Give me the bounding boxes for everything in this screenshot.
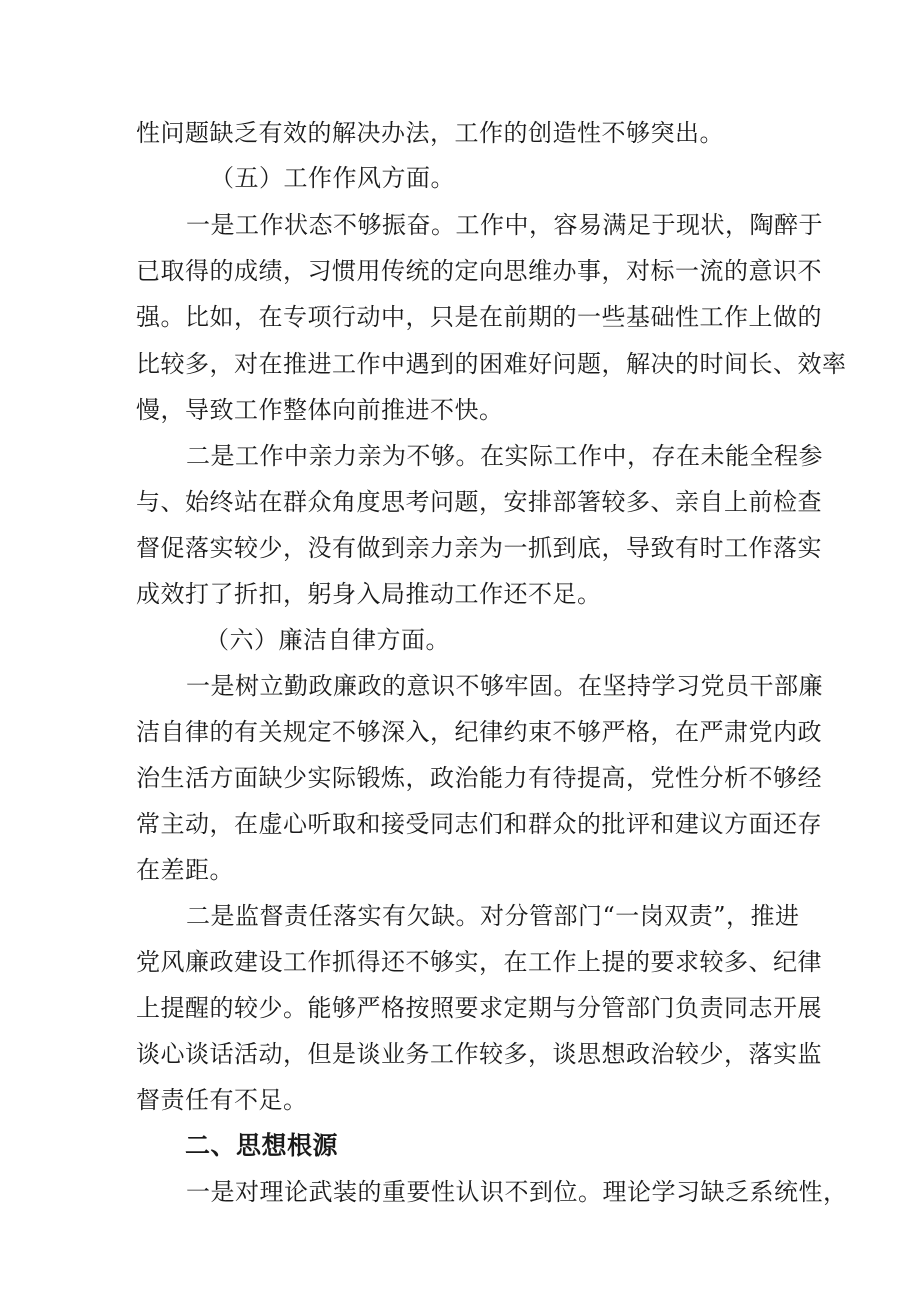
paragraph-line: 一是工作状态不够振奋。工作中，容易满足于现状，陶醉于 — [186, 211, 823, 239]
paragraph-line: 比较多，对在推进工作中遇到的困难好问题，解决的时间长、效率 — [136, 350, 847, 378]
paragraph-line: 一是树立勤政廉政的意识不够牢固。在坚持学习党员干部廉 — [186, 672, 823, 700]
paragraph-line: 在差距。 — [136, 856, 234, 884]
section-heading-five: （五）工作作风方面。 — [210, 164, 455, 192]
paragraph-line: 与、始终站在群众角度思考问题，安排部箸较多、亲自上前检查 — [136, 488, 822, 516]
paragraph-line: 党风廉政建设工作抓得还不够实，在工作上提的要求较多、纪律 — [136, 948, 822, 976]
paragraph-line: 强。比如，在专项行动中，只是在前期的一些基础性工作上做的 — [136, 303, 822, 331]
paragraph-line: 性问题缺乏有效的解决办法，工作的创造性不够突出。 — [136, 119, 724, 147]
paragraph-line: 二是监督责任落实有欠缺。对分管部门“一岗双责”，推进 — [186, 902, 800, 930]
paragraph-line: 洁自律的有关规定不够深入，纪律约束不够严格，在严肃党内政 — [136, 718, 822, 746]
paragraph-line: 上提醒的较少。能够严格按照要求定期与分管部门负责同志开展 — [136, 994, 822, 1022]
paragraph-line: 已取得的成绩，习惯用传统的定向思维办事，对标一流的意识不 — [136, 257, 822, 285]
paragraph-line: 二是工作中亲力亲为不够。在实际工作中，存在未能全程参 — [186, 442, 823, 470]
paragraph-line: 治生活方面缺少实际锻炼，政治能力有待提高，党性分析不够经 — [136, 764, 822, 792]
paragraph-line: 常主动，在虚心听取和接受同志们和群众的批评和建议方面还存 — [136, 810, 822, 838]
paragraph-line: 谈心谈话活动，但是谈业务工作较多，谈思想政治较少，落实监 — [136, 1040, 822, 1068]
paragraph-line: 成效打了折扣，躬身入局推动工作还不足。 — [136, 580, 602, 608]
chapter-heading: 二、思想根源 — [185, 1131, 339, 1160]
paragraph-line: 督促落实较少，没有做到亲力亲为一抓到底，导致有时工作落实 — [136, 534, 822, 562]
paragraph-line: 督责任有不足。 — [136, 1086, 308, 1114]
section-heading-six: （六）廉洁自律方面。 — [205, 626, 450, 654]
paragraph-line: 一是对理论武装的重要性认识不到位。理论学习缺乏系统性， — [186, 1178, 848, 1206]
paragraph-line: 慢，导致工作整体向前推进不快。 — [136, 396, 504, 424]
